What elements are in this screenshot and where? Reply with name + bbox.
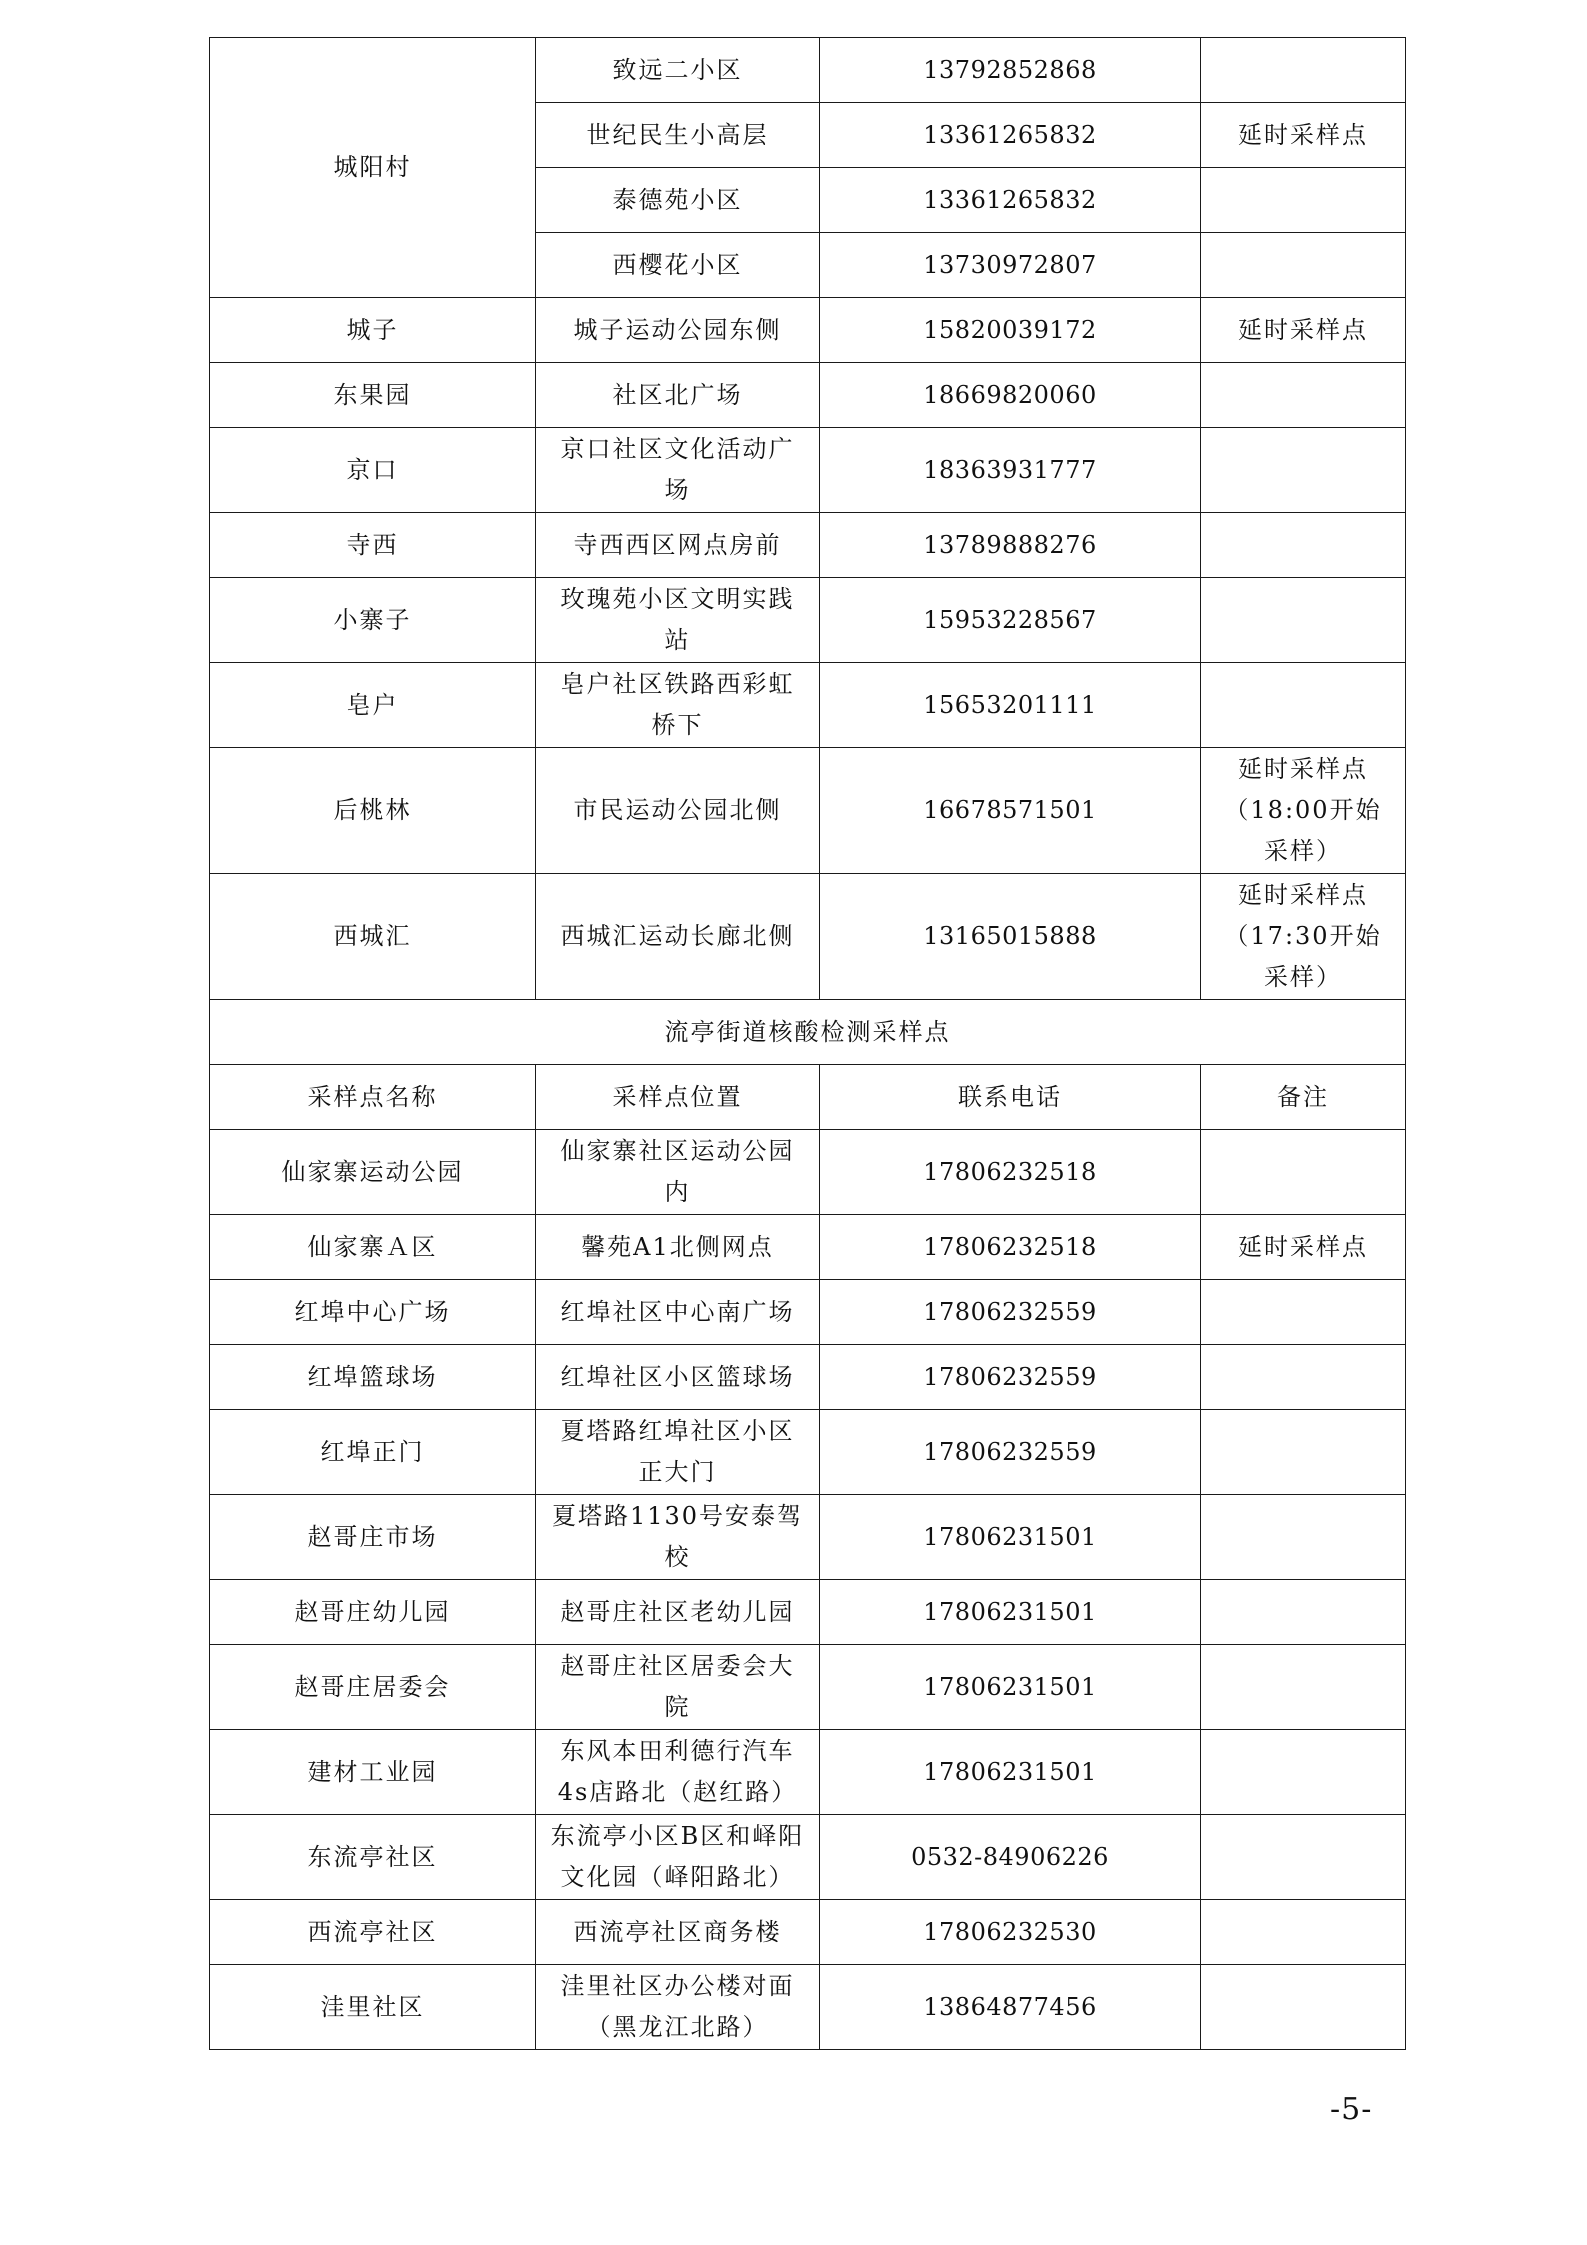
table-row [210, 1730, 1406, 1815]
note-cell [1201, 1280, 1406, 1345]
phone-cell: 17806232518 [820, 1130, 1201, 1215]
note-cell [1201, 1900, 1406, 1965]
site-location-cell: 红埠社区小区篮球场 [536, 1345, 820, 1410]
site-name-cell: 西城汇 [210, 874, 536, 1000]
site-location-cell: 红埠社区中心南广场 [536, 1280, 820, 1345]
site-location-cell: 夏塔路1130号安泰驾校 [536, 1495, 820, 1580]
table-row [210, 1580, 1406, 1645]
table-row [210, 363, 1406, 428]
table-row [210, 578, 1406, 663]
site-location-cell: 洼里社区办公楼对面（黑龙江北路） [536, 1965, 820, 2050]
phone-cell: 0532-84906226 [820, 1815, 1201, 1900]
site-name-cell: 建材工业园 [210, 1730, 536, 1815]
table-row [210, 38, 1406, 103]
site-location-cell: 东流亭小区B区和峄阳文化园（峄阳路北） [536, 1815, 820, 1900]
note-cell [1201, 1965, 1406, 2050]
table-row [210, 1965, 1406, 2050]
table-row [210, 513, 1406, 578]
sampling-sites-table [209, 37, 1406, 2050]
note-cell [1201, 1730, 1406, 1815]
note-cell [1201, 1410, 1406, 1495]
note-cell [1201, 663, 1406, 748]
phone-cell: 13361265832 [820, 168, 1201, 233]
header-note: 备注 [1201, 1065, 1406, 1130]
site-location-cell: 东风本田利德行汽车4s店路北（赵红路） [536, 1730, 820, 1815]
phone-cell: 13730972807 [820, 233, 1201, 298]
site-location-cell: 玫瑰苑小区文明实践站 [536, 578, 820, 663]
site-name-cell: 城阳村 [210, 38, 536, 298]
phone-cell: 16678571501 [820, 748, 1201, 874]
table-row [210, 1495, 1406, 1580]
site-location-cell: 致远二小区 [536, 38, 820, 103]
site-name-cell: 红埠正门 [210, 1410, 536, 1495]
phone-cell: 13864877456 [820, 1965, 1201, 2050]
note-cell [1201, 428, 1406, 513]
phone-cell: 15820039172 [820, 298, 1201, 363]
site-name-cell: 京口 [210, 428, 536, 513]
note-cell [1201, 1345, 1406, 1410]
note-cell [1201, 1645, 1406, 1730]
section-title: 流亭街道核酸检测采样点 [210, 1000, 1406, 1065]
phone-cell: 17806232559 [820, 1280, 1201, 1345]
table-row [210, 428, 1406, 513]
phone-cell: 17806231501 [820, 1645, 1201, 1730]
site-name-cell: 城子 [210, 298, 536, 363]
note-cell [1201, 168, 1406, 233]
site-location-cell: 馨苑A1北侧网点 [536, 1215, 820, 1280]
section-title-row [210, 1000, 1406, 1065]
site-name-cell: 赵哥庄市场 [210, 1495, 536, 1580]
site-location-cell: 城子运动公园东侧 [536, 298, 820, 363]
phone-cell: 15653201111 [820, 663, 1201, 748]
note-cell [1201, 1815, 1406, 1900]
site-location-cell: 仙家寨社区运动公园内 [536, 1130, 820, 1215]
note-cell [1201, 1495, 1406, 1580]
site-location-cell: 夏塔路红埠社区小区正大门 [536, 1410, 820, 1495]
note-cell [1201, 233, 1406, 298]
site-name-cell: 小寨子 [210, 578, 536, 663]
table-row [210, 663, 1406, 748]
note-cell: 延时采样点 [1201, 1215, 1406, 1280]
table-row [210, 1410, 1406, 1495]
site-name-cell: 后桃林 [210, 748, 536, 874]
note-cell [1201, 513, 1406, 578]
page-number: -5- [1330, 2092, 1373, 2127]
site-name-cell: 洼里社区 [210, 1965, 536, 2050]
table-row [210, 1815, 1406, 1900]
site-name-cell: 仙家寨Ａ区 [210, 1215, 536, 1280]
note-cell [1201, 578, 1406, 663]
site-location-cell: 世纪民生小高层 [536, 103, 820, 168]
phone-cell: 13165015888 [820, 874, 1201, 1000]
table-row [210, 748, 1406, 874]
site-name-cell: 西流亭社区 [210, 1900, 536, 1965]
table-row [210, 1645, 1406, 1730]
site-location-cell: 赵哥庄社区居委会大院 [536, 1645, 820, 1730]
site-name-cell: 东果园 [210, 363, 536, 428]
phone-cell: 17806232559 [820, 1345, 1201, 1410]
phone-cell: 17806232559 [820, 1410, 1201, 1495]
header-location: 采样点位置 [536, 1065, 820, 1130]
phone-cell: 18669820060 [820, 363, 1201, 428]
phone-cell: 18363931777 [820, 428, 1201, 513]
header-phone: 联系电话 [820, 1065, 1201, 1130]
table-row [210, 1345, 1406, 1410]
site-location-cell: 京口社区文化活动广场 [536, 428, 820, 513]
site-location-cell: 西流亭社区商务楼 [536, 1900, 820, 1965]
site-name-cell: 东流亭社区 [210, 1815, 536, 1900]
note-cell: 延时采样点 [1201, 103, 1406, 168]
header-name: 采样点名称 [210, 1065, 536, 1130]
site-name-cell: 皂户 [210, 663, 536, 748]
site-name-cell: 红埠篮球场 [210, 1345, 536, 1410]
note-cell: 延时采样点 [1201, 298, 1406, 363]
table-row [210, 1130, 1406, 1215]
phone-cell: 15953228567 [820, 578, 1201, 663]
site-location-cell: 社区北广场 [536, 363, 820, 428]
site-name-cell: 仙家寨运动公园 [210, 1130, 536, 1215]
phone-cell: 17806232518 [820, 1215, 1201, 1280]
table-row [210, 298, 1406, 363]
table-row [210, 874, 1406, 1000]
table-row [210, 1215, 1406, 1280]
phone-cell: 13792852868 [820, 38, 1201, 103]
site-location-cell: 泰德苑小区 [536, 168, 820, 233]
phone-cell: 13361265832 [820, 103, 1201, 168]
table-header-row [210, 1065, 1406, 1130]
phone-cell: 13789888276 [820, 513, 1201, 578]
site-location-cell: 寺西西区网点房前 [536, 513, 820, 578]
table-row [210, 1900, 1406, 1965]
site-location-cell: 皂户社区铁路西彩虹桥下 [536, 663, 820, 748]
site-name-cell: 赵哥庄幼儿园 [210, 1580, 536, 1645]
note-cell [1201, 1580, 1406, 1645]
phone-cell: 17806231501 [820, 1495, 1201, 1580]
site-location-cell: 西樱花小区 [536, 233, 820, 298]
site-name-cell: 寺西 [210, 513, 536, 578]
site-location-cell: 赵哥庄社区老幼儿园 [536, 1580, 820, 1645]
phone-cell: 17806231501 [820, 1730, 1201, 1815]
site-name-cell: 红埠中心广场 [210, 1280, 536, 1345]
table-row [210, 1280, 1406, 1345]
site-location-cell: 市民运动公园北侧 [536, 748, 820, 874]
site-location-cell: 西城汇运动长廊北侧 [536, 874, 820, 1000]
note-cell [1201, 363, 1406, 428]
note-cell: 延时采样点（18:00开始采样） [1201, 748, 1406, 874]
phone-cell: 17806232530 [820, 1900, 1201, 1965]
note-cell [1201, 1130, 1406, 1215]
note-cell: 延时采样点（17:30开始采样） [1201, 874, 1406, 1000]
site-name-cell: 赵哥庄居委会 [210, 1645, 536, 1730]
note-cell [1201, 38, 1406, 103]
phone-cell: 17806231501 [820, 1580, 1201, 1645]
